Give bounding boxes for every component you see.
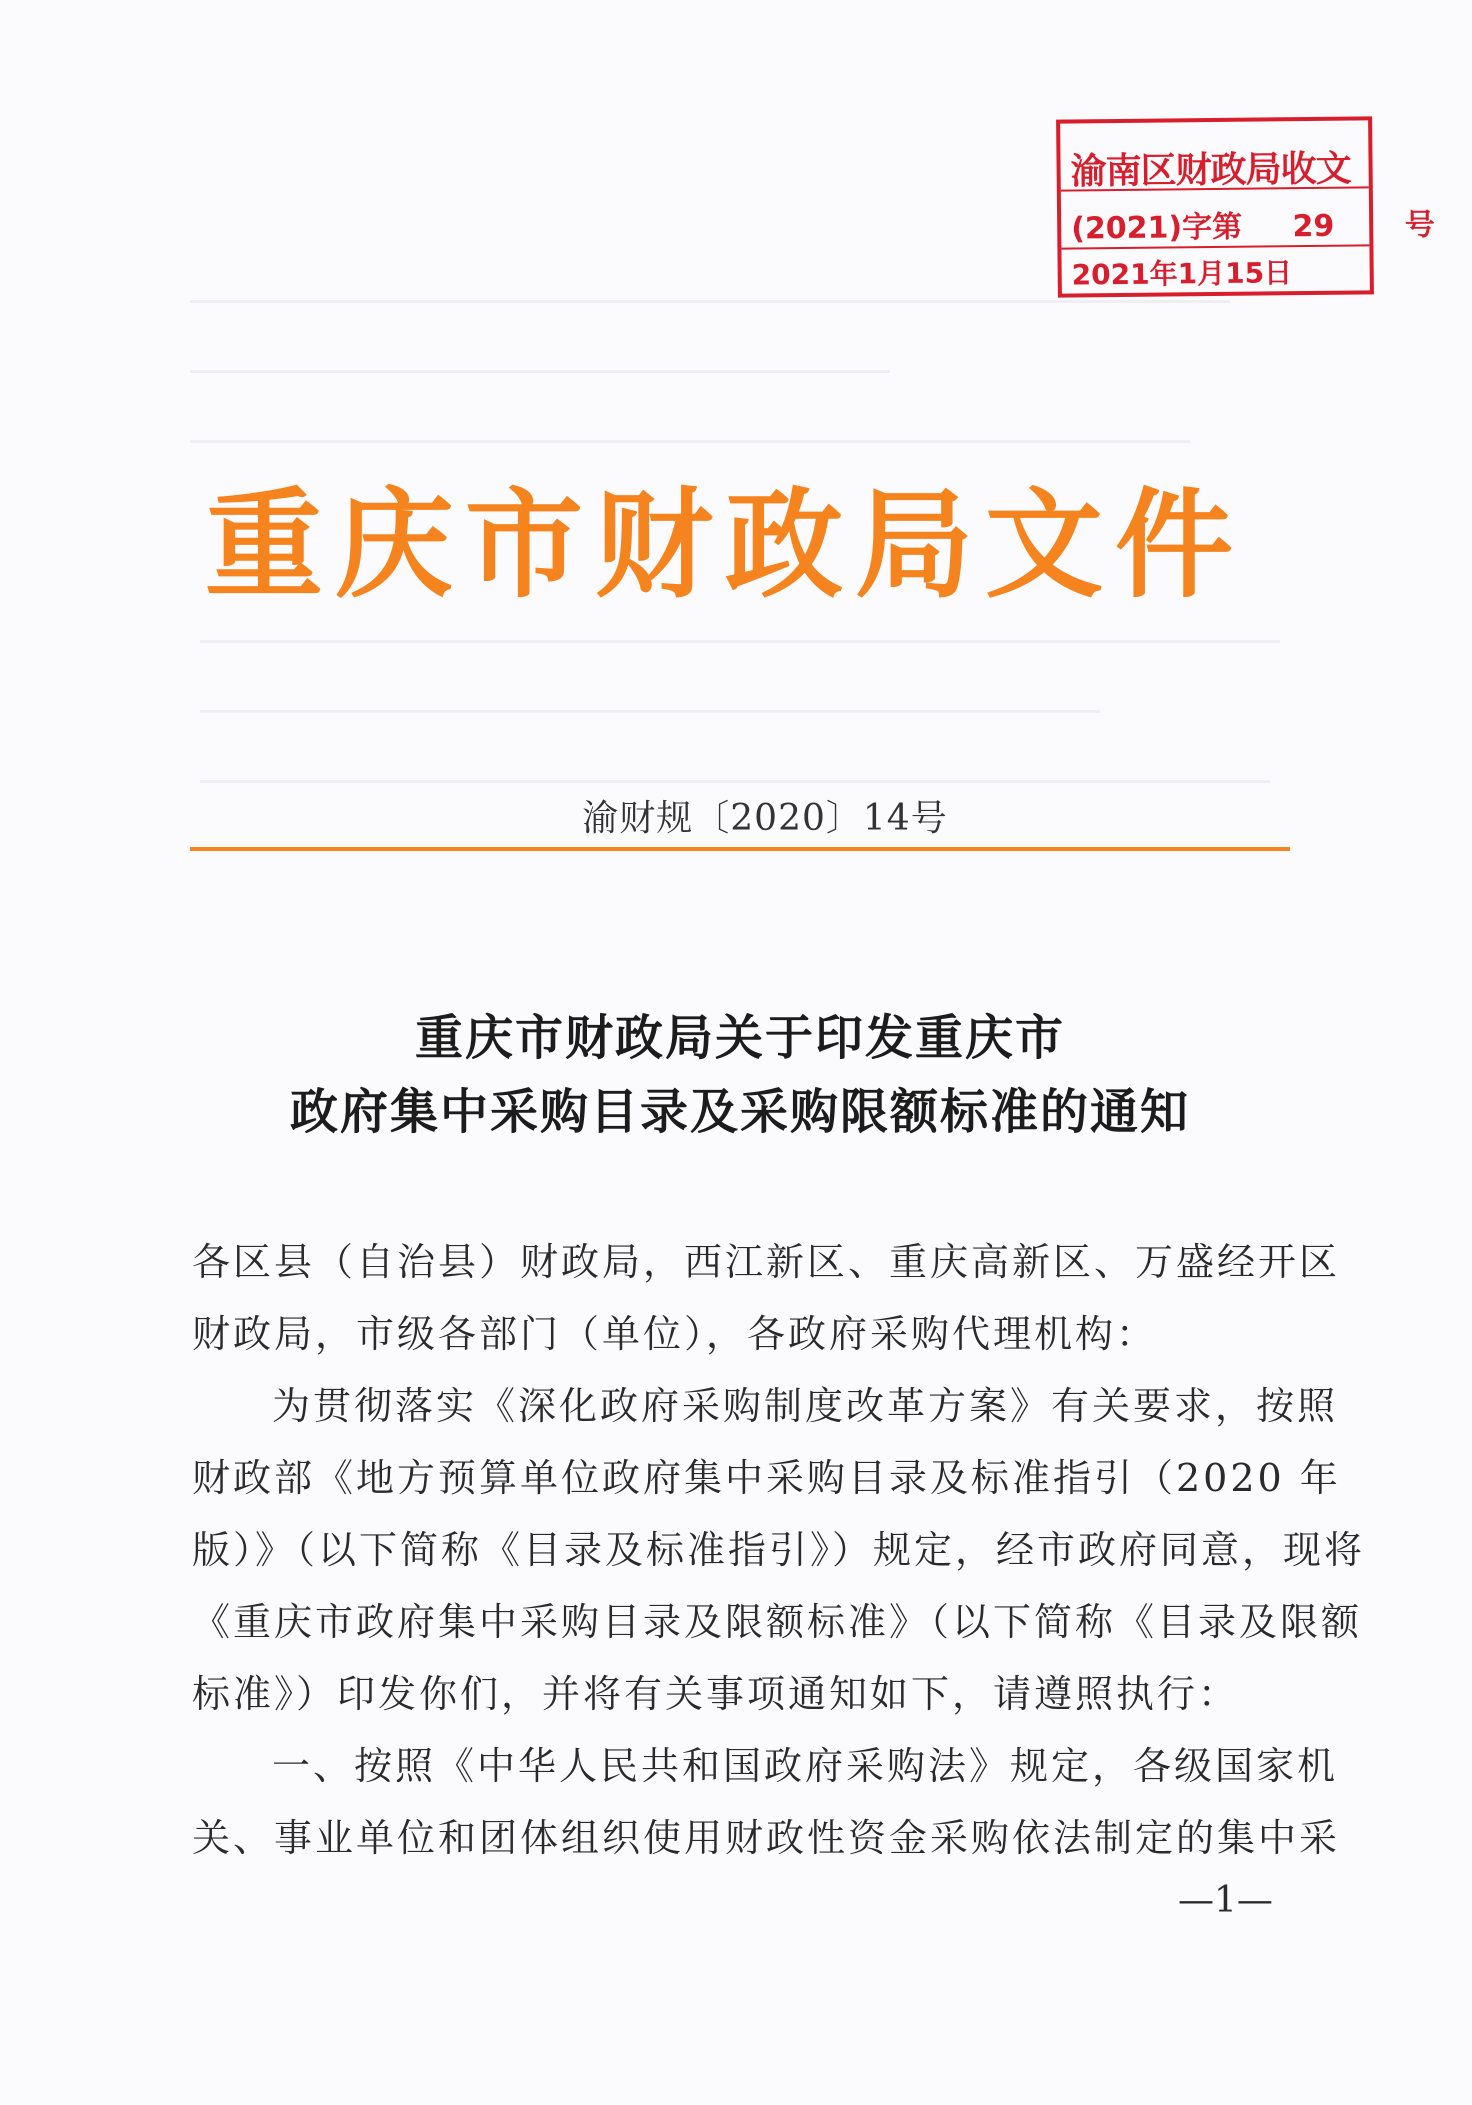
body-line: 标准》）印发你们，并将有关事项通知如下，请遵照执行：	[192, 1672, 1240, 1716]
header-red-rule	[190, 847, 1290, 851]
bleed-mark	[190, 370, 890, 373]
stamp-office: 渝南区财政局收文	[1070, 148, 1351, 193]
bleed-mark	[190, 300, 1230, 303]
stamp-date: 2021年1月15日	[1071, 256, 1293, 292]
notice-title-line-2: 政府集中采购目录及采购限额标准的通知	[289, 1084, 1190, 1140]
body-line: 关、事业单位和团体组织使用财政性资金采购依法制定的集中采	[192, 1816, 1341, 1860]
stamp-suffix: 号	[1404, 207, 1435, 244]
notice-title-line-1: 重庆市财政局关于印发重庆市	[414, 1010, 1065, 1066]
body-line: 财政局，市级各部门（单位），各政府采购代理机构：	[192, 1312, 1158, 1356]
bleed-mark	[190, 440, 1190, 443]
body-line: 《重庆市政府集中采购目录及限额标准》（以下简称《目录及限额	[192, 1600, 1363, 1644]
notice-body	[192, 1226, 1366, 1874]
page-number: —1—	[1178, 1880, 1273, 1921]
stamp-serial: 29	[1292, 208, 1335, 245]
document-number: 渝财规〔2020〕14号	[582, 798, 948, 839]
body-line: 各区县（自治县）财政局，西江新区、重庆高新区、万盛经开区	[192, 1240, 1341, 1284]
bleed-mark	[200, 780, 1270, 783]
stamp-year: (2021)字第	[1071, 209, 1243, 247]
document-header-title: 重庆市财政局文件	[204, 476, 1245, 614]
receipt-stamp	[1056, 116, 1435, 297]
bleed-mark	[200, 640, 1280, 643]
bleed-mark	[200, 710, 1100, 713]
body-line: 为贯彻落实《深化政府采购制度改革方案》有关要求，按照	[272, 1384, 1339, 1428]
body-line: 版）》（以下简称《目录及标准指引》）规定，经市政府同意，现将	[192, 1528, 1366, 1572]
body-line: 财政部《地方预算单位政府集中采购目录及标准指引（2020 年	[192, 1456, 1341, 1500]
stamp-register-number	[1071, 200, 1435, 247]
body-line: 一、按照《中华人民共和国政府采购法》规定，各级国家机	[272, 1744, 1339, 1788]
